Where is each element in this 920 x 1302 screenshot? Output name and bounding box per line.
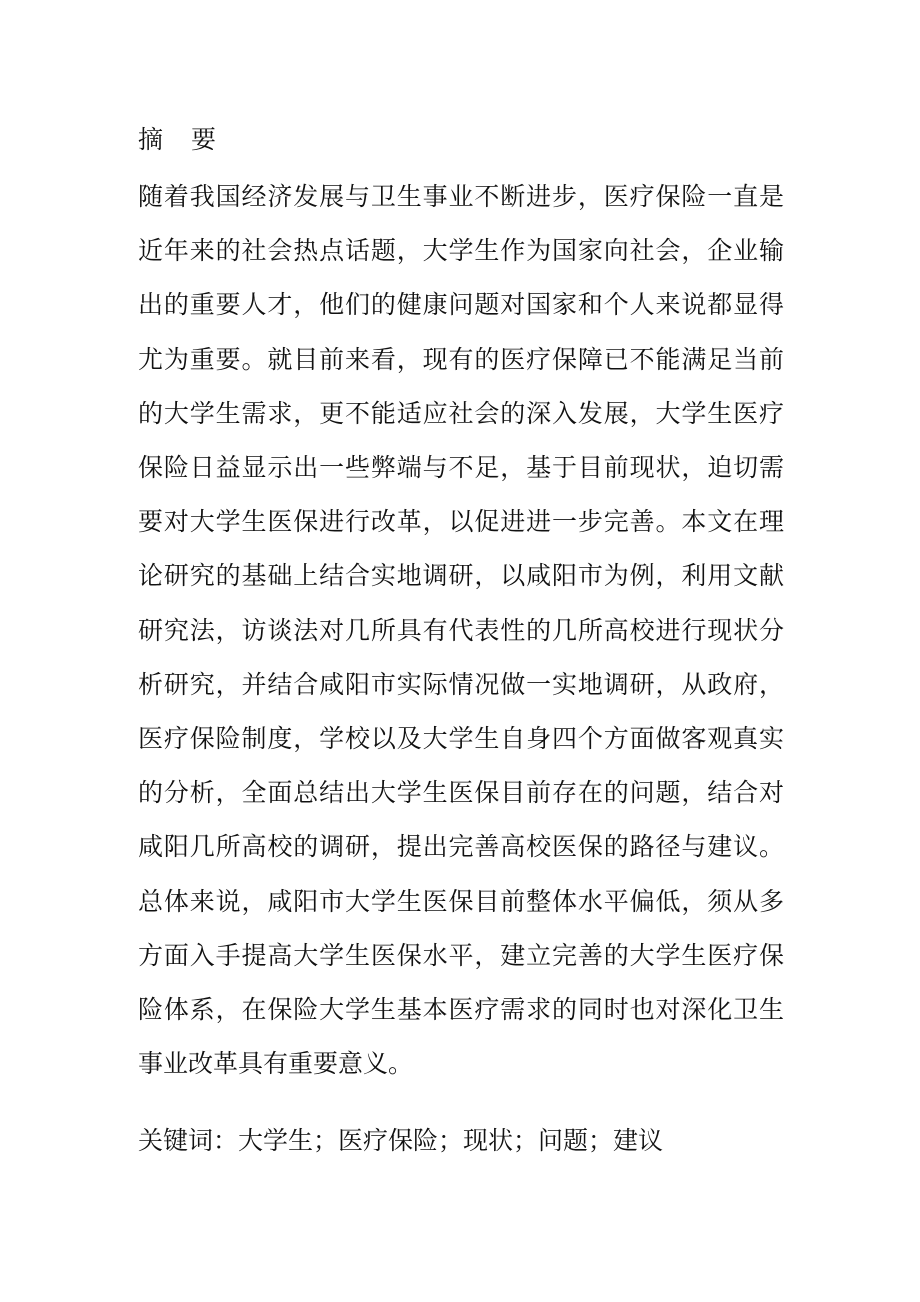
abstract-heading: 摘 要 [138,125,226,154]
abstract-body: 随着我国经济发展与卫生事业不断进步，医疗保险一直是近年来的社会热点话题，大学生作为国家向社会，企业输出的重要人才，他们的健康问题对国家和个人来说都显得尤为重要。就目前来看，现有的医疗保障已不能满足当前的大学生需求，更不能适应社会的深入发展，大学生医疗保险日益显示出一些弊端与不足，基于目前现状，迫切需要对大学生医保进行改革，以促进进一步完善。本文在理论研究的基础上结合实地调研，以咸阳市为例，利用文献研究法，访谈法对几所具有代表性的几所高校进行现状分析研究，并结合咸阳市实际情况做一实地调研，从政府，医疗保险制度，学校以及大学生自身四个方面做客观真实的分析，全面总结出大学生医保目前存在的问题，结合对咸阳几所高校的调研，提出完善高校医保的路径与建议。总体来说，咸阳市大学生医保目前整体水平偏低，须从多方面入手提高大学生医保水平，建立完善的大学生医疗保险体系，在保险大学生基本医疗需求的同时也对深化卫生事业改革具有重要意义。 [138,182,784,1079]
keywords-line: 关键词：大学生；医疗保险；现状；问题；建议 [138,1126,664,1155]
